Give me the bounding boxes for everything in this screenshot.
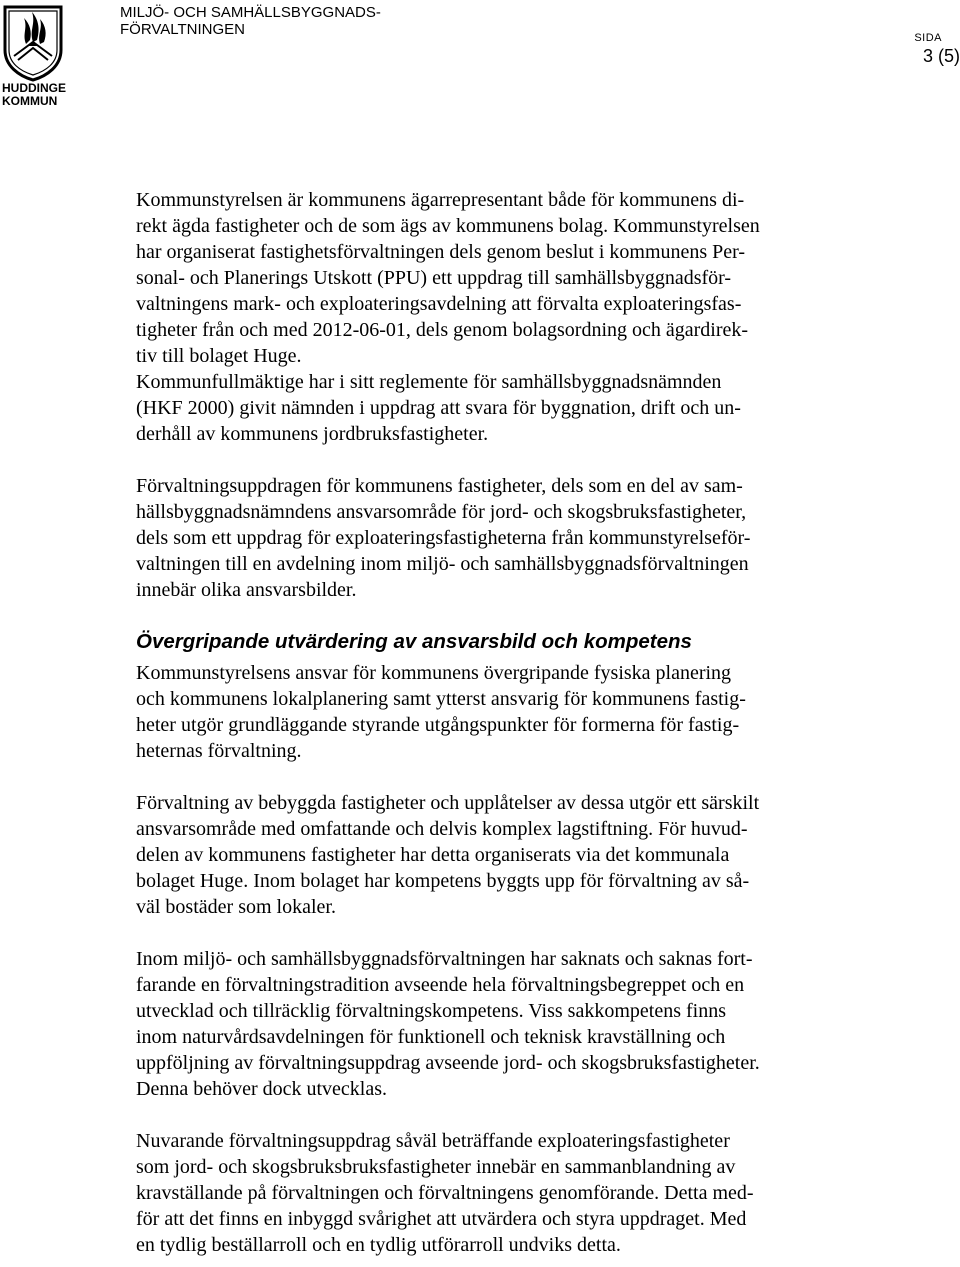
paragraph: Inom miljö- och samhällsbyggnadsförvaltningen har saknats och saknas fort- farande en förvaltningstradition avseende hela förvaltningsbegreppet och en utvecklad och tillräcklig förvaltningskompetens. Viss sakkompetens finns inom naturvårdsavdelningen för funktionell och teknisk kravställning och uppföljning av förvaltningsuppdrag avseende jord- och skogsbruksfastigheter. Denna behöver dock utvecklas. <box>136 948 760 1100</box>
coat-of-arms-icon <box>2 4 64 82</box>
paragraph: Förvaltningsuppdragen för kommunens fastigheter, dels som en del av sam- hällsbyggnadsnämndens ansvarsområde för jord- och skogsbruksfastigheter, dels som ett uppdrag för exploateringsfastigheterna från kommunstyrelseför- valtningen till en avdelning inom miljö- och samhällsbyggnadsförvaltningen innebär olika ansvarsbilder. <box>136 475 751 601</box>
page-label: SIDA <box>914 32 942 44</box>
logo-text: HUDDINGE KOMMUN <box>2 81 67 108</box>
paragraph: Förvaltning av bebyggda fastigheter och upplåtelser av dessa utgör ett särskilt ansvarsområde med omfattande och delvis komplex lagstiftning. För huvud- delen av kommunens fastigheter har detta organiserats via det kommunala bolaget Huge. Inom bolaget har kompetens byggts upp för förvaltning av så- väl bostäder som lokaler. <box>136 792 760 918</box>
department-name: MILJÖ- OCH SAMHÄLLSBYGGNADS- FÖRVALTNINGEN <box>120 4 381 38</box>
paragraph: Nuvarande förvaltningsuppdrag såväl beträffande exploateringsfastigheter som jord- och skogsbruksbruksfastigheter innebär en sammanblandning av kravställande på förvaltningen och förvaltningens genomförande. Detta med- för att det finns en inbyggd svårighet att utvärdera och styra uppdraget. Med en tydlig beställarroll och en tydlig utförarroll undviks detta. <box>136 1130 754 1256</box>
document-body <box>136 187 836 1258</box>
municipality-logo <box>2 4 67 108</box>
paragraph: Kommunstyrelsen är kommunens ägarrepresentant både för kommunens di- rekt ägda fastigheter och de som ägs av kommunens bolag. Kommunstyrelsen har organiserat fastighetsförvaltningen dels genom beslut i kommunens Per- sonal- och Planerings Utskott (PPU) ett uppdrag till samhällsbyggnadsför- valtningens mark- och exploateringsavdelning att förvalta exploateringsfas- tigheter från och med 2012-06-01, dels genom bolagsordning och ägardirek- tiv till bolaget Huge. <box>136 189 760 367</box>
paragraph: Kommunstyrelsens ansvar för kommunens övergripande fysiska planering och kommunens lokalplanering samt ytterst ansvarig för kommunens fastig- heter utgör grundläggande styrande utgångspunkter för formerna för fastig- heternas förvaltning. <box>136 662 746 762</box>
paragraph: Kommunfullmäktige har i sitt reglemente för samhällsbyggnadsnämnden (HKF 2000) givit nämnden i uppdrag att svara för byggnation, drift och un- derhåll av kommunens jordbruksfastigheter. <box>136 371 741 445</box>
section-heading: Övergripande utvärdering av ansvarsbild och kompetens <box>136 630 692 653</box>
page-number: 3 (5) <box>922 46 960 66</box>
